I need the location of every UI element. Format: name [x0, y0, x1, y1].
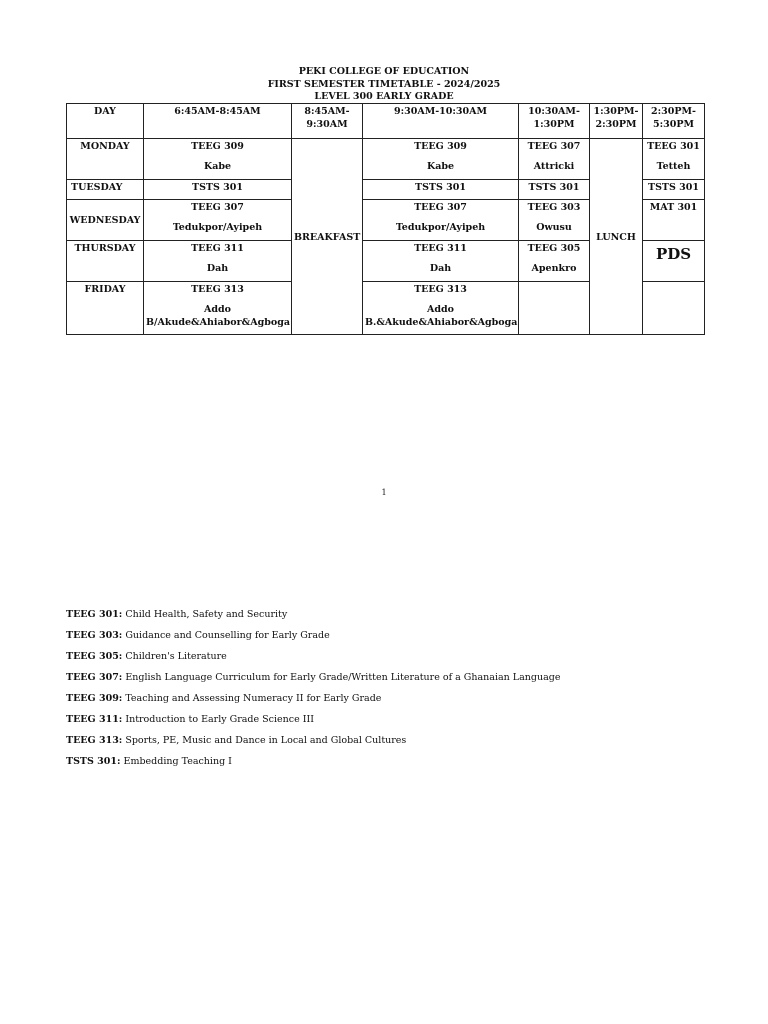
pds-label: PDS — [655, 245, 692, 263]
college-name: PEKI COLLEGE OF EDUCATION — [298, 66, 470, 77]
legend-item: TEEG 307: English Language Curriculum for Early Grade/Written Literature of a Ghanaian Language — [66, 672, 561, 683]
cell-tuesday-p4: TSTS 301 — [519, 180, 590, 200]
cell-thursday-p4: TEEG 305 Apenkro — [519, 241, 590, 282]
cell-tuesday-p1: TSTS 301 — [144, 180, 292, 200]
cell-monday-p6: TEEG 301 Tetteh — [643, 139, 705, 180]
header-period-1: 6:45AM-8:45AM — [144, 104, 292, 139]
breakfast-cell: BREAKFAST — [292, 139, 363, 335]
header-period-4: 10:30AM- 1:30PM — [519, 104, 590, 139]
semester-title: FIRST SEMESTER TIMETABLE - 2024/2025 — [267, 78, 501, 90]
page-number: 1 — [381, 488, 387, 497]
day-cell: FRIDAY — [67, 282, 144, 335]
document-header — [0, 66, 768, 104]
header-period-2: 8:45AM- 9:30AM — [292, 104, 363, 139]
legend-item: TSTS 301: Embedding Teaching I — [66, 756, 232, 767]
timetable — [66, 103, 705, 335]
row-monday — [67, 139, 705, 180]
cell-monday-p4: TEEG 307 Attricki — [519, 139, 590, 180]
header-period-5: 1:30PM- 2:30PM — [590, 104, 643, 139]
legend-item: TEEG 305: Children's Literature — [66, 651, 227, 662]
header-row — [67, 104, 705, 139]
day-cell: THURSDAY — [67, 241, 144, 282]
cell-wednesday-p3: TEEG 307 Tedukpor/Ayipeh — [363, 200, 519, 241]
day-cell: MONDAY — [67, 139, 144, 180]
day-cell: WEDNESDAY — [67, 200, 144, 241]
level-title: LEVEL 300 EARLY GRADE — [314, 91, 454, 102]
cell-tuesday-p6: TSTS 301 — [643, 180, 705, 200]
cell-monday-p1: TEEG 309 Kabe — [144, 139, 292, 180]
cell-thursday-p6 — [643, 241, 705, 282]
legend-item: TEEG 303: Guidance and Counselling for Early Grade — [66, 630, 330, 641]
lunch-cell: LUNCH — [590, 139, 643, 335]
cell-thursday-p3: TEEG 311 Dah — [363, 241, 519, 282]
day-cell: TUESDAY — [67, 180, 144, 200]
legend-item: TEEG 301: Child Health, Safety and Security — [66, 609, 288, 620]
header-day: DAY — [67, 104, 144, 139]
legend-item: TEEG 311: Introduction to Early Grade Science III — [66, 714, 314, 725]
cell-wednesday-p4: TEEG 303 Owusu — [519, 200, 590, 241]
cell-friday-p6 — [643, 282, 705, 335]
cell-monday-p3: TEEG 309 Kabe — [363, 139, 519, 180]
header-period-6: 2:30PM- 5:30PM — [643, 104, 705, 139]
header-period-3: 9:30AM-10:30AM — [363, 104, 519, 139]
legend-item: TEEG 309: Teaching and Assessing Numeracy II for Early Grade — [66, 693, 382, 704]
course-legend — [66, 609, 726, 777]
cell-thursday-p1: TEEG 311 Dah — [144, 241, 292, 282]
cell-friday-p4 — [519, 282, 590, 335]
cell-friday-p3: TEEG 313 Addo B.&Akude&Ahiabor&Agboga — [363, 282, 519, 335]
legend-item: TEEG 313: Sports, PE, Music and Dance in Local and Global Cultures — [66, 735, 407, 746]
cell-wednesday-p1: TEEG 307 Tedukpor/Ayipeh — [144, 200, 292, 241]
cell-tuesday-p3: TSTS 301 — [363, 180, 519, 200]
cell-wednesday-p6: MAT 301 — [643, 200, 705, 241]
cell-friday-p1: TEEG 313 Addo B/Akude&Ahiabor&Agboga — [144, 282, 292, 335]
